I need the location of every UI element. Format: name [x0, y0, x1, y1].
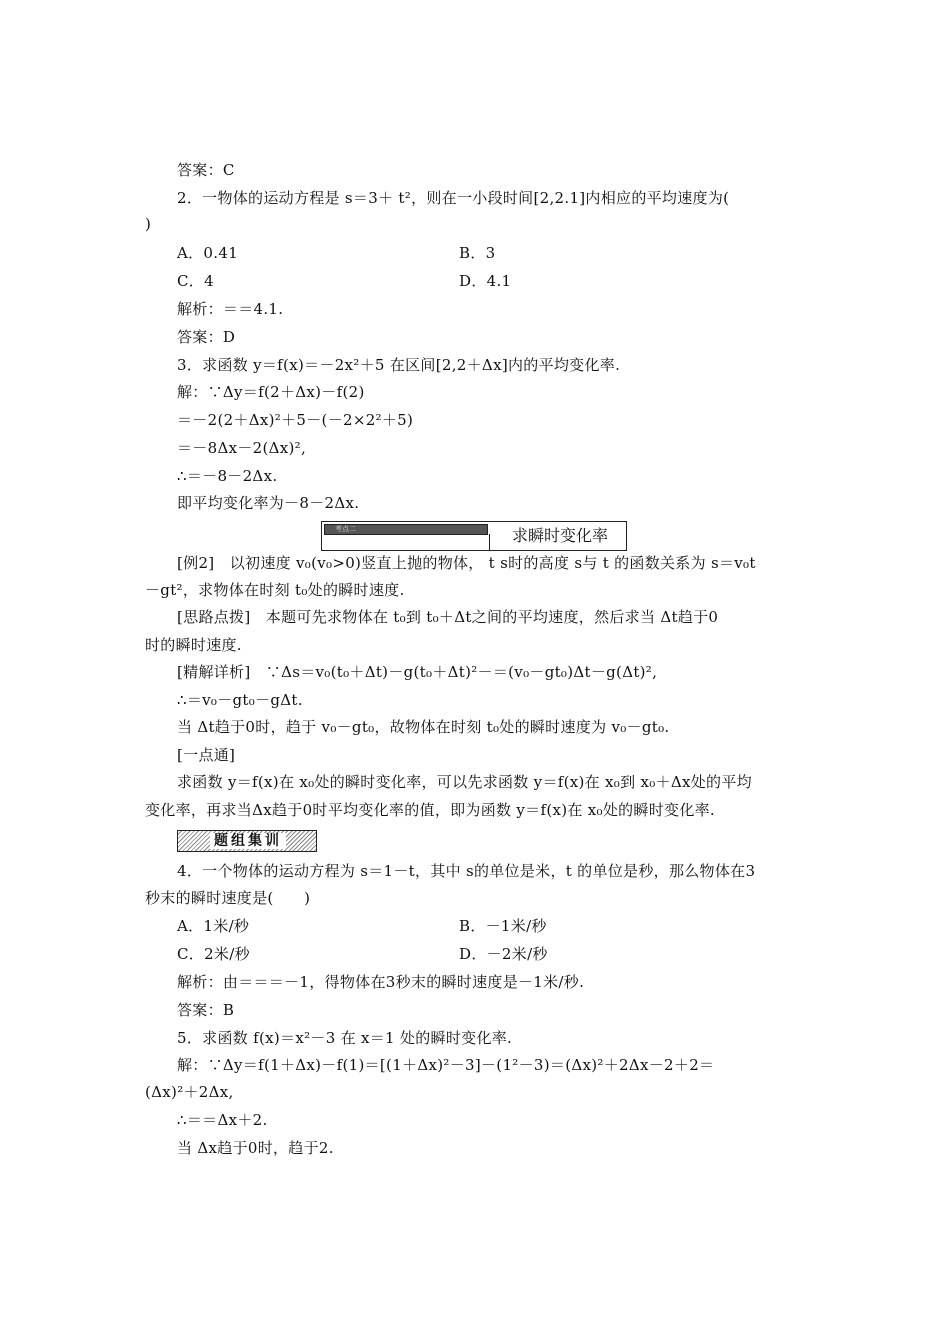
- answer-line: 答案：C: [177, 161, 235, 179]
- solution-line: ＝－8Δx－2(Δx)²,: [177, 439, 307, 457]
- option-b: B．－1米/秒: [459, 917, 547, 935]
- solution-conclusion: 当 Δx趋于0时，趋于2.: [177, 1139, 334, 1157]
- section-title: 求瞬时变化率: [512, 526, 609, 545]
- option-d: D．－2米/秒: [459, 945, 548, 963]
- section-divider: [489, 534, 490, 550]
- solution-line: 解：∵Δy＝f(2＋Δx)－f(2): [177, 383, 365, 401]
- hint-text: [思路点拨] 本题可先求物体在 t₀到 t₀＋Δt之间的平均速度，然后求当 Δt趋于0: [177, 608, 719, 626]
- question-4-text-continued: 秒末的瞬时速度是( ): [145, 889, 311, 907]
- section-header-box: [321, 521, 627, 551]
- section-tag: 考点二: [324, 524, 488, 535]
- option-b: B．3: [459, 244, 496, 262]
- question-3-text: 3．求函数 y＝f(x)＝－2x²＋5 在区间[2,2＋Δx]内的平均变化率.: [177, 356, 621, 374]
- option-c: C．2米/秒: [177, 945, 250, 963]
- option-c: C．4: [177, 272, 214, 290]
- detailed-solution-line: [精解详析] ∵Δs＝v₀(t₀＋Δt)－g(t₀＋Δt)²－＝(v₀－gt₀)Δt－g(Δt)²,: [177, 663, 658, 681]
- question-5-text: 5．求函数 f(x)＝x²－3 在 x＝1 处的瞬时变化率.: [177, 1029, 513, 1047]
- solution-line: ＝－2(2＋Δx)²＋5－(－2×2²＋5): [177, 411, 414, 429]
- option-a: A．1米/秒: [177, 917, 250, 935]
- option-d: D．4.1: [459, 272, 512, 290]
- practice-header-box: [177, 830, 317, 852]
- question-2-text-continued: ): [145, 215, 152, 233]
- solution-line-continued: (Δx)²＋2Δx,: [145, 1083, 234, 1101]
- analysis-line: 解析：＝＝4.1.: [177, 300, 284, 318]
- solution-conclusion: 即平均变化率为－8－2Δx.: [177, 494, 360, 512]
- question-2-text: 2．一物体的运动方程是 s＝3＋ t²，则在一小段时间[2,2.1]内相应的平均速度为(: [177, 189, 730, 207]
- solution-line: 解：∵Δy＝f(1＋Δx)－f(1)＝[(1＋Δx)²－3]－(1²－3)＝(Δx)²＋2Δx－2＋2＝: [177, 1056, 715, 1074]
- example-2-text-continued: －gt²，求物体在时刻 t₀处的瞬时速度.: [145, 581, 405, 599]
- detailed-solution-line: 当 Δt趋于0时，趋于 v₀－gt₀，故物体在时刻 t₀处的瞬时速度为 v₀－gt₀.: [177, 718, 670, 736]
- tip-heading: [一点通]: [177, 746, 236, 764]
- question-4-text: 4．一个物体的运动方程为 s＝1－t，其中 s的单位是米，t 的单位是秒，那么物体在3: [177, 862, 756, 880]
- solution-line: ∴＝－8－2Δx.: [177, 467, 278, 485]
- example-2-text: [例2] 以初速度 v₀(v₀>0)竖直上抛的物体， t s时的高度 s与 t 的函数关系为 s＝v₀t: [177, 554, 756, 572]
- option-a: A．0.41: [177, 244, 239, 262]
- practice-label: 题组集训: [210, 833, 286, 849]
- hint-text-continued: 时的瞬时速度.: [145, 636, 242, 654]
- analysis-line: 解析：由＝＝＝－1，得物体在3秒末的瞬时速度是－1米/秒.: [177, 973, 585, 991]
- answer-line: 答案：D: [177, 328, 236, 346]
- tip-text-continued: 变化率，再求当Δx趋于0时平均变化率的值，即为函数 y＝f(x)在 x₀处的瞬时变化率.: [145, 801, 716, 819]
- solution-line: ∴＝＝Δx＋2.: [177, 1111, 268, 1129]
- detailed-solution-line: ∴＝v₀－gt₀－gΔt.: [177, 691, 303, 709]
- answer-line: 答案：B: [177, 1001, 235, 1019]
- tip-text: 求函数 y＝f(x)在 x₀处的瞬时变化率，可以先求函数 y＝f(x)在 x₀到 x₀＋Δx处的平均: [177, 773, 752, 791]
